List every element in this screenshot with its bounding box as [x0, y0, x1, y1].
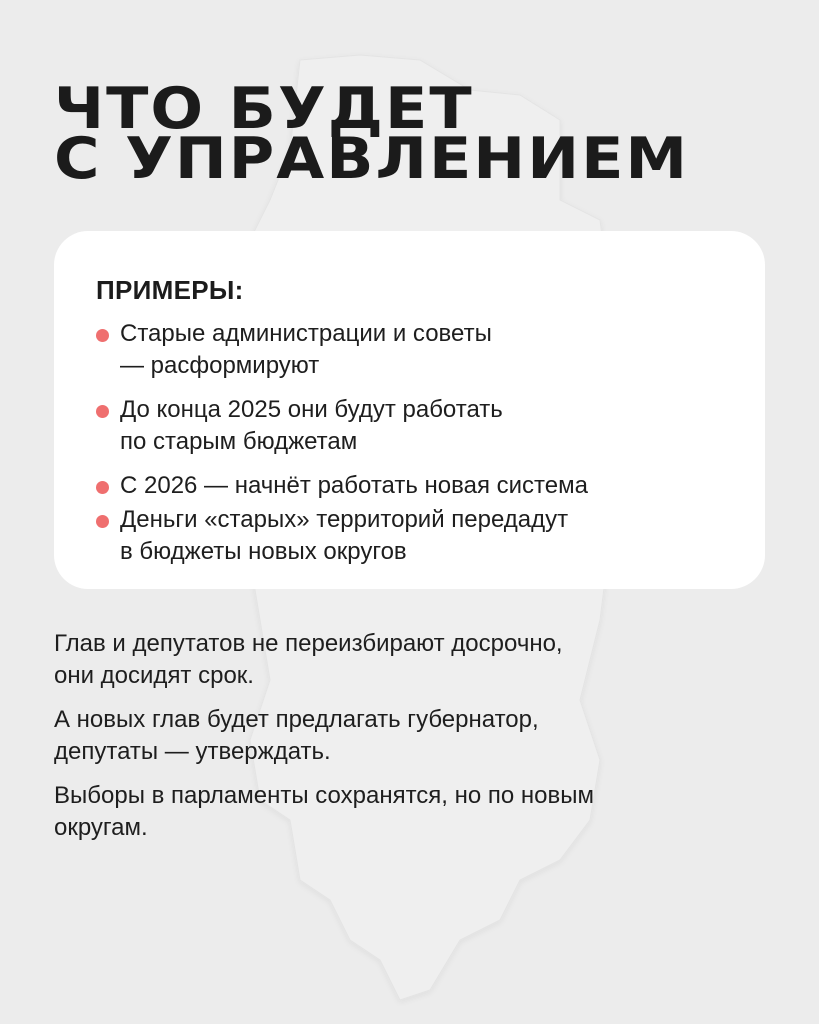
list-item-line-1: Деньги «старых» территорий передадут: [120, 506, 569, 533]
list-item-line-1: До конца 2025 они будут работать: [120, 396, 503, 423]
list-item-line-1: Старые администрации и советы: [120, 320, 492, 347]
red-dot-icon: [96, 481, 109, 494]
red-dot-icon: [96, 405, 109, 418]
paragraph-line-2: они досидят срок.: [54, 662, 254, 689]
paragraph: [54, 628, 754, 692]
paragraph-line-1: Выборы в парламенты сохранятся, но по новым: [54, 782, 594, 809]
list-item: [96, 470, 725, 502]
paragraph-line-1: А новых глав будет предлагать губернатор,: [54, 706, 539, 733]
paragraph-line-1: Глав и депутатов не переизбирают досрочно,: [54, 630, 563, 657]
red-dot-icon: [96, 515, 109, 528]
page-title: [54, 74, 690, 192]
examples-card: [54, 231, 765, 589]
card-heading: ПРИМЕРЫ:: [96, 275, 244, 305]
paragraph-line-2: округам.: [54, 814, 148, 841]
list-item-line-2: по старым бюджетам: [120, 428, 358, 455]
paragraph: [54, 780, 754, 844]
list-item: [96, 504, 725, 568]
list-item-line-2: в бюджеты новых округов: [120, 538, 407, 565]
list-item-line-2: — расформируют: [120, 352, 320, 379]
paragraph-line-2: депутаты — утверждать.: [54, 738, 331, 765]
examples-list: [96, 318, 725, 568]
title-line-1: ЧТО БУДЕТ: [54, 74, 474, 142]
list-item: [96, 394, 725, 458]
list-item-line-1: С 2026 — начнёт работать новая система: [120, 472, 588, 499]
paragraph: [54, 704, 754, 768]
list-item: [96, 318, 725, 382]
title-line-2: С УПРАВЛЕНИЕМ: [54, 124, 690, 192]
body-text: [54, 628, 754, 856]
red-dot-icon: [96, 329, 109, 342]
